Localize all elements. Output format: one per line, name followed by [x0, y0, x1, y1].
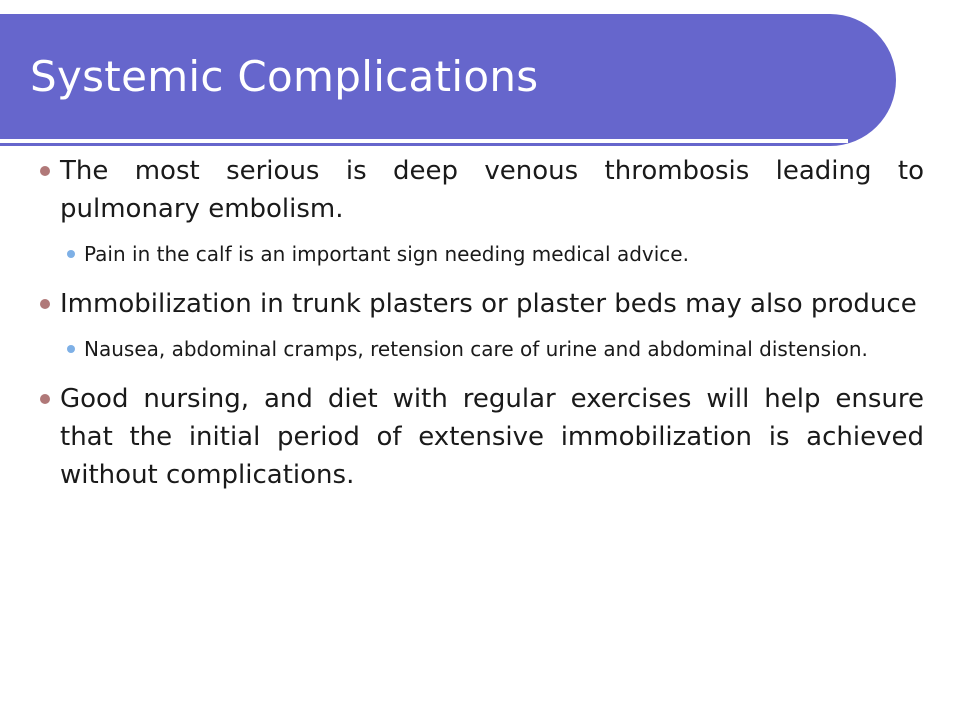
sub-bullet-text: Pain in the calf is an important sign needing medical advice.	[84, 242, 689, 266]
title-bar	[0, 14, 896, 146]
sub-bullet-dot-icon	[67, 345, 75, 353]
bullet-text: The most serious is deep venous thrombosis leading to pulmonary embolism.	[60, 156, 924, 224]
bullet-dot-icon	[40, 299, 50, 309]
title-underline	[0, 139, 848, 143]
bullet-dot-icon	[40, 166, 50, 176]
bullet-item	[40, 152, 924, 228]
sub-bullet-item	[84, 238, 924, 271]
bullet-item	[40, 285, 924, 323]
bullet-dot-icon	[40, 394, 50, 404]
sub-bullet-text: Nausea, abdominal cramps, retension care of urine and abdominal distension.	[84, 337, 868, 361]
bullet-item	[40, 380, 924, 494]
sub-bullet-item	[84, 333, 924, 366]
bullet-text: Immobilization in trunk plasters or plaster beds may also produce	[60, 289, 917, 319]
bullet-text: Good nursing, and diet with regular exercises will help ensure that the initial period of extensive immobilization is achieved without complications.	[60, 384, 924, 490]
slide-title: Systemic Complications	[30, 52, 539, 101]
slide-content	[40, 152, 924, 508]
sub-bullet-dot-icon	[67, 250, 75, 258]
